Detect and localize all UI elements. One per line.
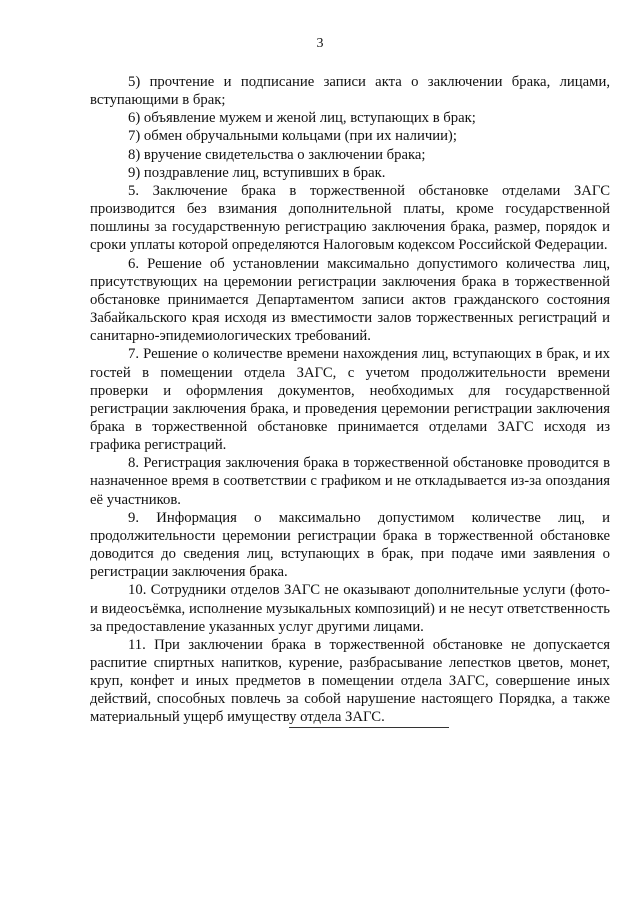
clause-8: 8. Регистрация заключения брака в торжественной обстановке проводится в назначенное время в соответствии с графиком и не откладывается из-за опоздания её участников.	[90, 455, 610, 508]
clause-7: 7. Решение о количестве времени нахождения лиц, вступающих в брак, и их гостей в помещении отдела ЗАГС, с учетом продолжительности времени проверки и оформления документов, необходимых для государственной регистрации заключения брака, и проведения церемонии регистрации заключения брака в торжественной обстановке принимается отделами ЗАГС исходя из графика регистраций.	[90, 346, 610, 454]
list-item-6: 6) объявление мужем и женой лиц, вступающих в брак;	[128, 110, 476, 127]
list-item-8: 8) вручение свидетельства о заключении брака;	[128, 146, 426, 163]
clause-10: 10. Сотрудники отделов ЗАГС не оказывают дополнительные услуги (фото- и видеосъёмка, исполнение музыкальных композиций) и не несут ответственность за предоставление указанных услуг другими лицами.	[90, 582, 610, 635]
page-number: 3	[316, 36, 324, 51]
document-body	[90, 73, 610, 727]
list-item-7: 7) обмен обручальными кольцами (при их наличии);	[128, 128, 457, 145]
clause-6: 6. Решение об установлении максимально допустимого количества лиц, присутствующих на церемонии регистрации заключения брака в торжественной обстановке принимается Департаментом записи актов гражданского состояния Забайкальского края исходя из вместимости залов торжественных регистраций и санитарно-эпидемиологических требований.	[90, 255, 610, 345]
end-divider	[289, 727, 449, 728]
list-item-5: 5) прочтение и подписание записи акта о заключении брака, лицами, вступающими в брак;	[90, 74, 610, 109]
list-item-9: 9) поздравление лиц, вступивших в брак.	[128, 164, 386, 181]
clause-11: 11. При заключении брака в торжественной обстановке не допускается распитие спиртных напитков, курение, разбрасывание лепестков цветов, монет, круп, конфет и иных предметов в помещении отдела ЗАГС, совершение иных действий, способных повлечь за собой нарушение настоящего Порядка, а также материальный ущерб имуществу отдела ЗАГС.	[90, 636, 610, 726]
clause-9: 9. Информация о максимально допустимом количестве лиц, и продолжительности церемонии регистрации брака в торжественной обстановке доводится до сведения лиц, вступающих в брак, при подаче ими заявления о регистрации заключения брака.	[90, 509, 610, 581]
clause-5: 5. Заключение брака в торжественной обстановке отделами ЗАГС производится без взимания дополнительной платы, кроме государственной пошлины за государственную регистрацию заключения брака, размер, порядок и сроки уплаты которой определяются Налоговым кодексом Российской Федерации.	[90, 182, 610, 254]
